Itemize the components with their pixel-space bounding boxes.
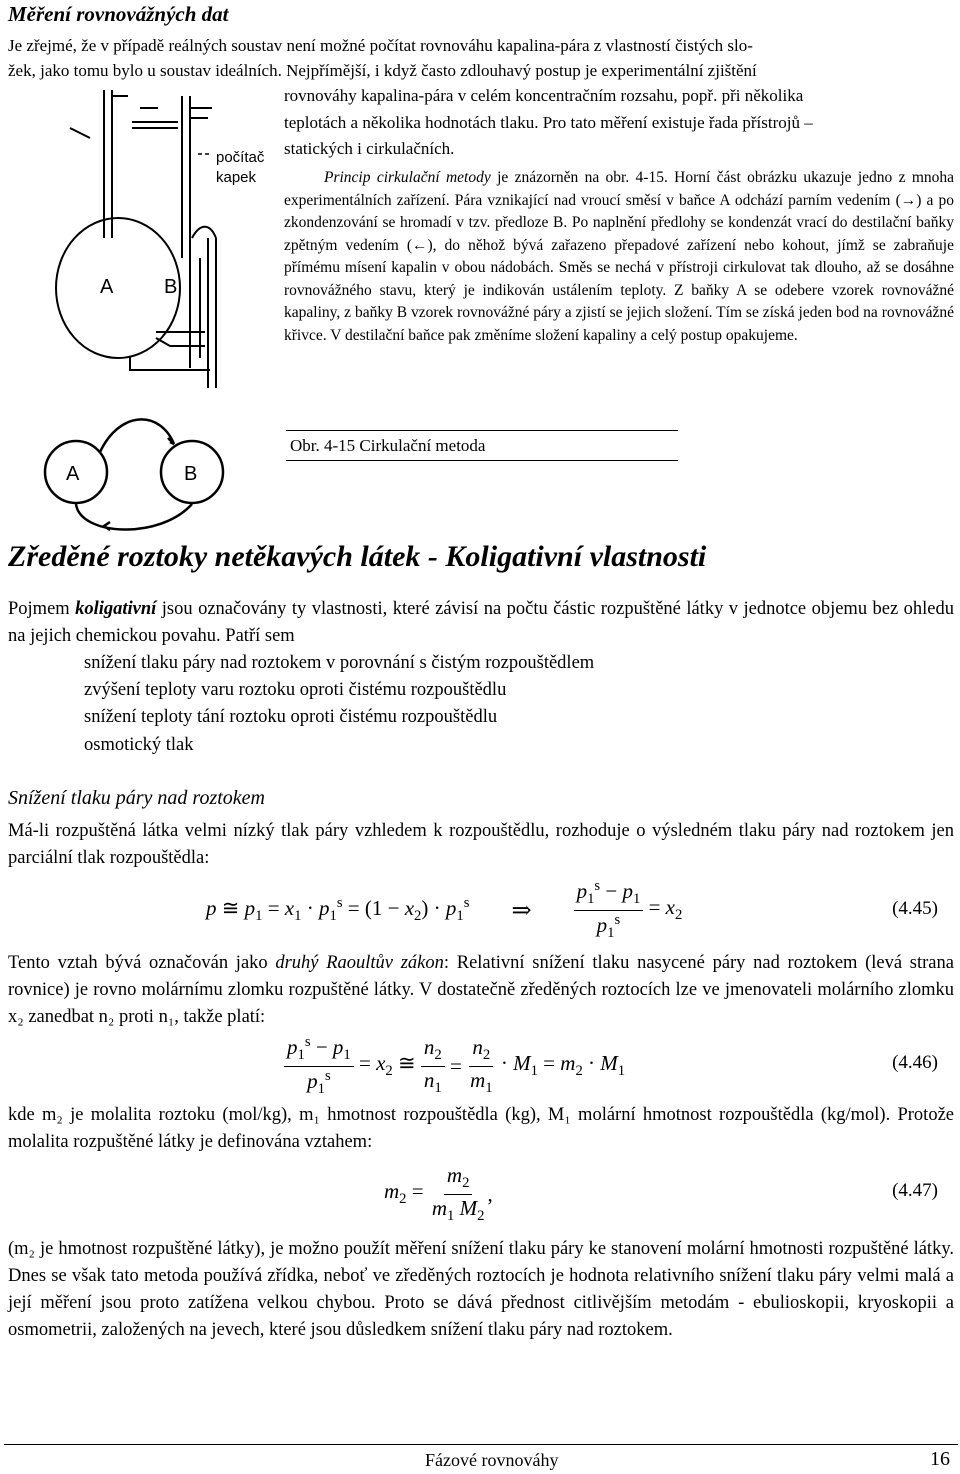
page-number: 16 xyxy=(930,1448,950,1470)
equation-number-4-45: (4.45) xyxy=(892,898,938,919)
list-item: zvýšení teploty varu roztoku oproti čistému rozpouštědlu xyxy=(84,680,507,701)
colligative-intro-pre: Pojmem xyxy=(8,599,76,619)
intro-wrap-text xyxy=(284,83,956,163)
list-item: snížení tlaku páry nad roztokem v porovnání s čistým rozpouštědlem xyxy=(84,653,595,673)
colligative-paragraph xyxy=(8,596,954,650)
apparatus-figure xyxy=(40,88,280,398)
circulation-diagram xyxy=(40,408,280,538)
diagram-b-label: B xyxy=(184,463,198,485)
intro-line-2: žek, jako tomu bylo u soustav ideálních. Nejpřímější, i když často zdlouhavý postup je experimentální zjištění xyxy=(8,61,757,80)
footer-title: Fázové rovnováhy xyxy=(425,1450,559,1470)
caption-rule-bottom xyxy=(286,460,678,461)
list-item: snížení teploty tání roztoku oproti čistému rozpouštědlu xyxy=(84,707,498,728)
list-item: osmotický tlak xyxy=(84,734,194,755)
drop-counter-label: počítač kapek xyxy=(216,149,265,186)
principle-italic: Princip cirkulační metody xyxy=(324,169,491,186)
receiver-b-label: B xyxy=(164,276,178,298)
colligative-term: koligativní xyxy=(75,599,157,619)
vapor-paragraph-1: Má-li rozpuštěná látka velmi nízký tlak páry vzhledem k rozpouštědlu, rozhoduje o výsledném tlaku páry nad roztokem jen parciální tlak rozpouštědla: xyxy=(8,821,954,868)
wrap-line-2: teplotách a několika hodnotách tlaku. Pro tato měření existuje řada přístrojů – xyxy=(284,112,813,132)
equation-4-46: $\frac{p_1^s - p_1}{p_1^s}$ = $x_2$ ≅ $\frac{n_2}{n_1}$ = $\frac{n_2}{m_1}$ · $M_1 = m_2 \cdot M_1$ xyxy=(284,1036,625,1096)
wrap-line-3: statických i cirkulačních. xyxy=(284,139,455,158)
section-title-colligative: Zředěné roztoky netěkavých látek - Koligativní vlastnosti xyxy=(8,540,707,573)
raoult-law-term: druhý Raoultův zákon xyxy=(275,953,444,973)
principle-paragraph xyxy=(284,167,954,347)
section-title-vapor-pressure: Snížení tlaku páry nad roztokem xyxy=(8,787,266,809)
intro-line-1: Je zřejmé, že v případě reálných soustav není možné počítat rovnováhu kapalina-pára z vlastností čistých slo- xyxy=(8,36,753,55)
figure-caption: Obr. 4-15 Cirkulační metoda xyxy=(290,436,486,455)
vapor-paragraph-4: (m₂ je hmotnost rozpuštěné látky), je možno použít měření snížení tlaku páry ke stanovení molární hmotnosti rozpuštěné látky. Dnes se však tato metoda používá zřídka, neboť ve zředěných roztocích je hodnota relativního snížení tlaku páry velmi malá a její měření jsou proto zatížena velkou chybou. Proto se dává přednost citlivějším metodám - ebulioskopii, kryoskopii a osmometrii, založených na jevech, které jsou důsledkem snížení tlaku páry nad roztokem. xyxy=(8,1239,954,1340)
equation-4-45: p ≅ $p_1 = x_1 \cdot p_1^s = (1 - x_2) \cdot p_1^s$ ⇒ $\frac{p_1^s - p_1}{p_1^s}$ = $x_2$ xyxy=(206,878,683,941)
footer-rule xyxy=(4,1444,958,1445)
diagram-a-label: A xyxy=(66,463,80,485)
caption-rule-top xyxy=(286,430,678,431)
raoult-post: : Relativní snížení tlaku nasycené páry nad roztokem (levá strana rovnice) je rovno molárnímu zlomku rozpuštěné látky. V dostatečně zředěných roztocích lze ve jmenovateli molárního zlomku x₂ zanedbat n₂ proti n₁, takže platí: xyxy=(8,953,954,1027)
colligative-list xyxy=(84,650,594,759)
vapor-paragraph-3: kde m₂ je molalita roztoku (mol/kg), m₁ hmotnost rozpouštědla (kg), M₁ molární hmotnost rozpouštědla (kg/mol). Protože molalita rozpuštěné látky je definována vztahem: xyxy=(8,1105,954,1152)
section-title-measurement: Měření rovnovážných dat xyxy=(8,2,229,26)
equation-4-47: $m_2$ = $\frac{m_2}{m_1 M_2}$ , xyxy=(384,1163,493,1224)
vapor-paragraph-2 xyxy=(8,950,954,1031)
wrap-line-1: rovnováhy kapalina-pára v celém koncentračním rozsahu, popř. při několika xyxy=(284,86,804,105)
colligative-intro-post: jsou označovány ty vlastnosti, které závisí na počtu částic rozpuštěné látky v jednotce objemu bez ohledu na jejich chemickou povahu. Patří sem xyxy=(8,599,954,646)
raoult-pre: Tento vztah bývá označován jako xyxy=(8,953,276,973)
flask-a-label: A xyxy=(100,276,114,298)
equation-number-4-47: (4.47) xyxy=(892,1180,938,1201)
principle-text: je znázorněn na obr. 4-15. Horní část obrázku ukazuje jedno z mnoha experimentálních zařízení. Pára vznikající nad vroucí směsí v baňce A odchází parním vedením (→) a po zkondenzování se hromadí v tzv. předloze B. Po naplnění předlohy se kondenzát vrací do destilační baňky zpětným vedením (←), do něhož bývá zařazeno přepadové zařízení nebo kohout, jímž se zabraňuje přímému mísení kapalin v obou nádobách. Směs se nechá v přístroji cirkulovat tak dlouho, až se dosáhne rovnovážného stavu, který je indikován ustálením teploty. Z baňky A se odebere vzorek rovnovážné kapaliny, z baňky B vzorek rovnovážné páry a zjistí se jejich složení. Tím se získá jeden bod na rovnovážné křivce. V destilační baňce pak změníme složení kapaliny a celý postup opakujeme. xyxy=(284,169,955,344)
equation-number-4-46: (4.46) xyxy=(892,1052,938,1073)
intro-paragraph xyxy=(8,33,953,83)
